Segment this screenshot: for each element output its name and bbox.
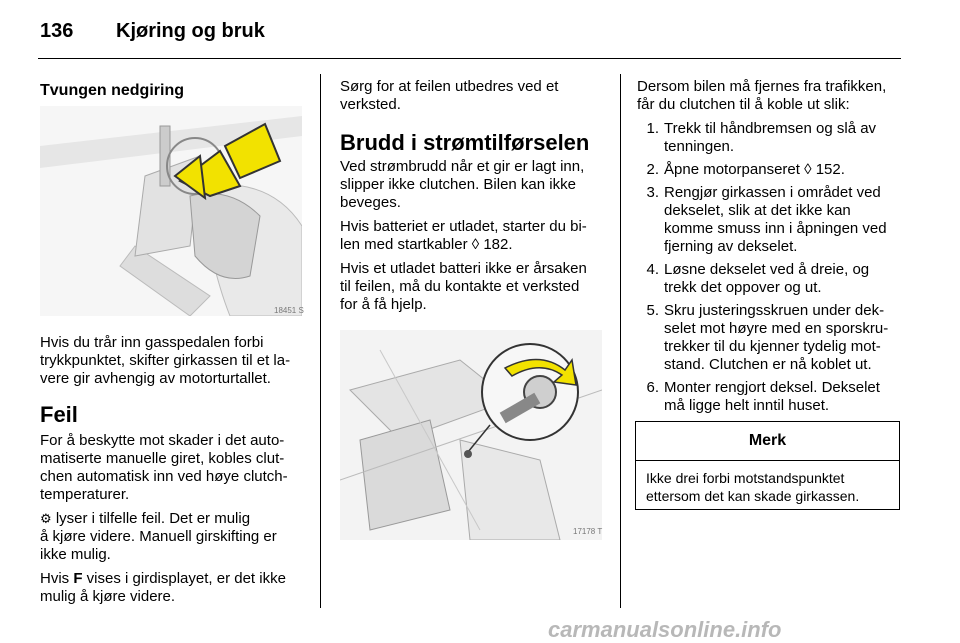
text-line: for å få hjelp. [340,296,427,313]
text-line: Rengjør girkassen i området ved [664,184,881,201]
text-line: Hvis batteriet er utladet, starter du bi- [340,218,587,235]
text-line: vere gir avhengig av motorturtallet. [40,370,271,387]
column-divider [320,74,321,608]
text-line: ettersom det kan skade girkassen. [646,488,860,504]
image-caption: 17178 T [573,527,603,536]
note-text [636,461,899,513]
reference-icon: ◊ [804,161,812,178]
step-text [664,120,876,156]
step-text [664,161,845,179]
list-item [637,120,905,156]
note-title: Merk [636,422,899,461]
text-line: Monter rengjort deksel. Dekselet [664,379,880,396]
list-item [637,261,905,297]
image-caption: 18451 S [274,306,304,315]
paragraph [40,432,315,504]
text-line: Skru justeringsskruen under dek- [664,302,885,319]
step-number: 2. [646,161,659,178]
text-line: å kjøre videre. Manuell girskifting er [40,528,277,545]
section-heading: Brudd i strømtilførselen [340,130,590,155]
gear-letter: F [73,570,83,587]
step-text [664,379,880,415]
section-heading: Feil [40,402,78,427]
note-box [635,421,900,510]
step-number: 1. [646,120,659,137]
list-item [637,379,905,415]
text-line: trekk det oppover og ut. [664,279,822,296]
text-line: til feilen, må du kontakte et verksted [340,278,580,295]
step-number: 3. [646,184,659,201]
text-line: trykkpunktet, skifter girkassen til et la- [40,352,291,369]
text-line: Hvis du trår inn gasspedalen forbi [40,334,264,351]
text-line: trekker til du kjenner tydelig mot- [664,338,881,355]
text-fragment: Hvis [40,570,74,587]
text-line: får du clutchen til å koble ut slik: [637,96,850,113]
text-line: dekselet, slik at det ikke kan [664,202,851,219]
text-line: Ved strømbrudd når et gir er lagt inn, [340,158,585,175]
step-text [664,261,869,297]
text-fragment: Åpne motorpanseret [664,161,805,178]
text-fragment: vises i girdisplayet, er det ikke [82,570,286,587]
text-line: stand. Clutchen er nå koblet ut. [664,356,872,373]
column-3 [637,78,905,420]
text-line: Ikke drei forbi motstandspunktet [646,470,845,486]
text-line: mulig å kjøre videre. [40,588,176,605]
text-line: matiserte manuelle giret, kobles clut- [40,450,285,467]
list-item [637,184,905,256]
paragraph [40,570,315,606]
page-number: 136 [40,20,74,42]
text-fragment: len med startkabler [340,236,472,253]
list-item [637,161,905,179]
page-reference[interactable]: 182. [483,236,513,253]
text-line: selet mot høyre med en sporskru- [664,320,889,337]
header-rule [38,58,901,59]
column-1 [40,82,310,100]
text-line: chen automatisk inn ved høye clutch- [40,468,288,485]
reference-icon: ◊ [471,236,480,253]
text-line: Hvis et utladet batteri ikke er årsaken [340,260,587,277]
step-text [664,302,888,374]
column-2 [340,78,610,320]
text-line: fjerning av dekselet. [664,238,798,255]
text-line: Løsne dekselet ved å dreie, og [664,261,870,278]
text-line: Sørg for at feilen utbedres ved et [340,78,559,95]
text-line: lyser i tilfelle feil. Det er mulig [51,510,251,527]
engine-illustration [340,330,602,540]
paragraph [340,218,610,254]
text-line: beveges. [340,194,401,211]
paragraph [340,78,610,114]
step-text [664,184,887,256]
step-number: 6. [646,379,659,396]
pedal-drawing [40,106,302,316]
section-heading: Tvungen nedgiring [40,82,184,99]
list-item [637,302,905,374]
text-line: slipper ikke clutchen. Bilen kan ikke [340,176,576,193]
text-line: verksted. [340,96,401,113]
engine-drawing [340,330,602,540]
page-reference[interactable]: 152. [815,161,845,178]
paragraph [40,510,315,564]
step-number: 4. [646,261,659,278]
gear-warning-icon: ⚙ [40,511,52,526]
paragraph [637,78,905,114]
column-1-text [40,334,315,612]
text-line: komme smuss inn i åpningen ved [664,220,887,237]
paragraph [340,260,610,314]
text-line: må ligge helt inntil huset. [664,397,830,414]
watermark: carmanualsonline.info [548,617,782,642]
pedal-illustration [40,106,302,316]
text-line: temperaturer. [40,486,130,503]
step-number: 5. [646,302,659,319]
paragraph [340,158,610,212]
steps-list [637,120,905,415]
column-divider [620,74,621,608]
text-line: For å beskytte mot skader i det auto- [40,432,285,449]
text-line: ikke mulig. [40,546,111,563]
text-line: Dersom bilen må fjernes fra trafikken, [637,78,887,95]
text-line: tenningen. [664,138,735,155]
paragraph [40,334,315,388]
chapter-title: Kjøring og bruk [116,20,265,42]
text-line: Trekk til håndbremsen og slå av [664,120,877,137]
